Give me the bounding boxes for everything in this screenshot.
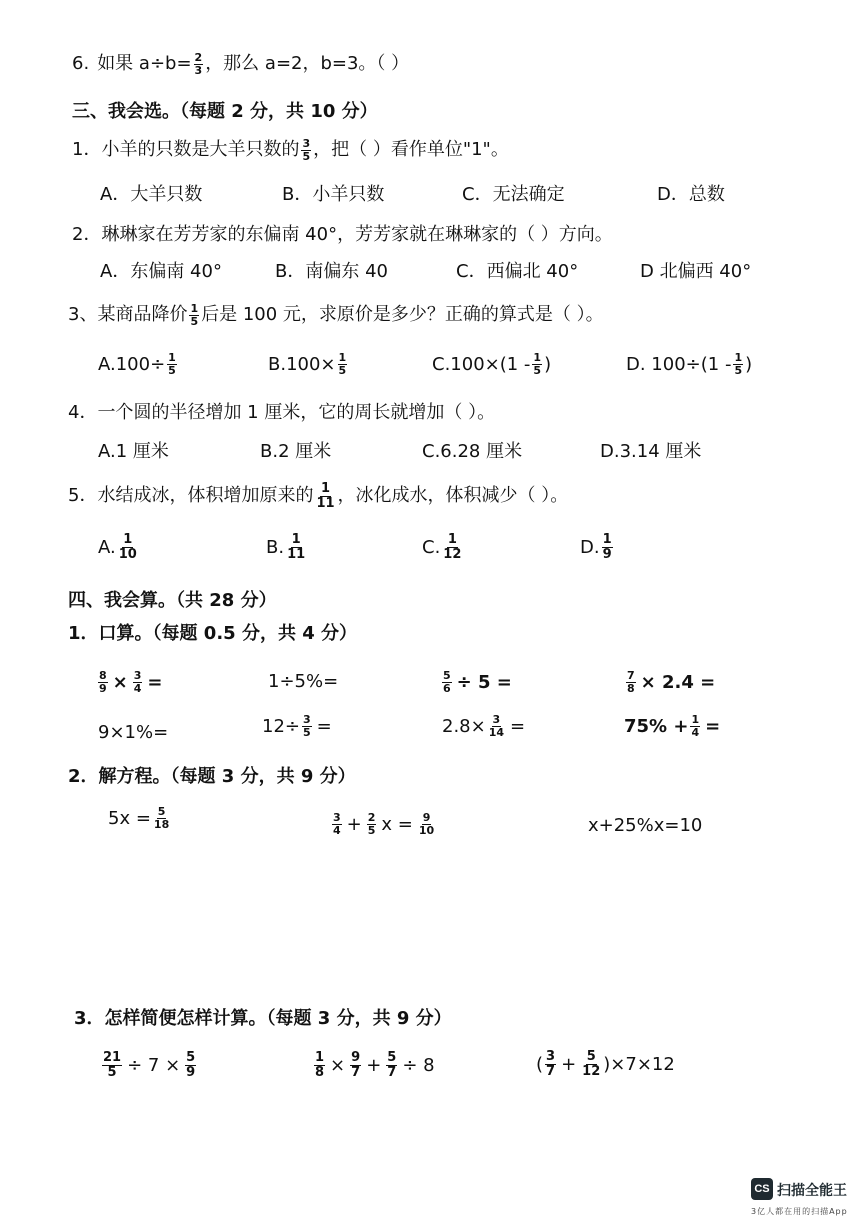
question-number: 6. <box>72 53 90 75</box>
fraction: $\frac{9}{10}$ <box>418 811 435 837</box>
question-6 <box>72 52 409 76</box>
subsection-title: 2．解方程。（每题 3 分，共 9 分） <box>68 766 356 787</box>
fraction: $\frac{1}{5}$ <box>734 351 743 377</box>
oral-calc-2: 1÷5%= <box>268 671 339 692</box>
equation-2: $\frac{3}{4}$ + $\frac{2}{5}$ x = $\frac{9}{10}$ <box>333 811 435 837</box>
fraction: $\frac{3}{7}$ <box>546 1049 556 1079</box>
logo-tagline: 3亿人都在用的扫描App <box>751 1207 848 1216</box>
fraction: $\frac{1}{5}$ <box>338 351 347 377</box>
question-text: ，把（ ）看作单位"1"。 <box>313 139 509 161</box>
question-4: 4．一个圆的半径增加 1 厘米，它的周长就增加（ ）。 <box>68 402 496 423</box>
equation-3: x+25%x=10 <box>588 815 703 836</box>
question-text: 1．小羊的只数是大羊只数的 <box>72 139 300 161</box>
question-1 <box>72 138 509 162</box>
question-text: ，那么 a=2，b=3。（ ） <box>205 53 410 75</box>
question-2: 2．琳琳家在芳芳家的东偏南 40°，芳芳家就在琳琳家的（ ）方向。 <box>72 224 613 245</box>
equation-1: 5x = $\frac{5}{18}$ <box>108 805 170 831</box>
option-b: B．小羊只数 <box>282 184 385 205</box>
fraction: $\frac{3}{14}$ <box>488 713 505 739</box>
fraction: $\frac{1}{10}$ <box>118 532 137 562</box>
fraction: $\frac{2}{3}$ <box>194 51 203 77</box>
option-b: B．南偏东 40 <box>275 261 388 282</box>
fraction: $\frac{5}{18}$ <box>153 805 170 831</box>
question-text: ，冰化成水，体积减少（ ）。 <box>337 485 569 507</box>
option-c: C．无法确定 <box>462 184 565 205</box>
subsection-title: 3．怎样简便怎样计算。（每题 3 分，共 9 分） <box>74 1008 452 1029</box>
logo-name: 扫描全能王 <box>777 1183 847 1199</box>
oral-calc-3: $\frac{5}{6}$ ÷ 5 = <box>443 669 512 695</box>
oral-calc-5: 9×1%= <box>98 722 169 743</box>
option-b: B. $\frac{1}{11}$ <box>266 532 306 562</box>
fraction: $\frac{9}{7}$ <box>351 1050 361 1080</box>
option-d: D. $\frac{1}{9}$ <box>580 532 612 562</box>
oral-calc-4: $\frac{7}{8}$ × 2.4 = <box>627 669 716 695</box>
question-text: 5．水结成冰，体积增加原来的 <box>68 485 314 507</box>
question-5 <box>68 482 568 510</box>
fraction: $\frac{1}{9}$ <box>602 532 612 562</box>
fraction: $\frac{2}{5}$ <box>367 811 376 837</box>
option-c: C.100×(1 - $\frac{1}{5}$ ) <box>432 351 552 377</box>
question-3 <box>68 303 604 327</box>
simplify-calc-1: $\frac{21}{5}$ ÷ 7 × $\frac{5}{9}$ <box>103 1050 196 1080</box>
fraction: $\frac{1}{5}$ <box>168 351 176 377</box>
option-d: D.3.14 厘米 <box>600 441 702 462</box>
option-a: A．大羊只数 <box>100 184 203 205</box>
option-c: C.6.28 厘米 <box>422 441 523 462</box>
fraction: $\frac{7}{8}$ <box>627 669 635 695</box>
fraction: $\frac{1}{11}$ <box>287 532 306 562</box>
option-a: A. $\frac{1}{10}$ <box>98 532 137 562</box>
option-a: A.1 厘米 <box>98 441 169 462</box>
fraction: $\frac{1}{5}$ <box>190 302 199 328</box>
simplify-calc-3: ( $\frac{3}{7}$ + $\frac{5}{12}$ )×7×12 <box>536 1049 675 1079</box>
option-c: C．西偏北 40° <box>456 261 579 282</box>
fraction: $\frac{5}{7}$ <box>387 1050 397 1080</box>
fraction: $\frac{3}{5}$ <box>303 713 311 739</box>
fraction: $\frac{8}{9}$ <box>99 669 107 695</box>
oral-calc-1: $\frac{8}{9}$ × $\frac{3}{4}$ = <box>99 669 163 695</box>
scanner-logo <box>751 1178 861 1222</box>
fraction: $\frac{3}{5}$ <box>302 137 311 163</box>
subsection-title: 1．口算。（每题 0.5 分，共 4 分） <box>68 623 358 644</box>
option-b: B.2 厘米 <box>260 441 332 462</box>
fraction: $\frac{21}{5}$ <box>103 1050 122 1080</box>
fraction: $\frac{3}{4}$ <box>333 811 341 837</box>
option-d: D. 100÷(1 - $\frac{1}{5}$ ) <box>626 351 753 377</box>
cs-logo-icon: CS <box>751 1178 773 1200</box>
section-title: 四、我会算。（共 28 分） <box>68 590 277 611</box>
fraction: $\frac{5}{6}$ <box>443 669 451 695</box>
option-c: C. $\frac{1}{12}$ <box>422 532 462 562</box>
option-d: D 北偏西 40° <box>640 261 752 282</box>
oral-calc-6: 12÷ $\frac{3}{5}$ = <box>262 713 332 739</box>
fraction: $\frac{1}{11}$ <box>316 481 335 511</box>
fraction: $\frac{1}{8}$ <box>315 1050 325 1080</box>
fraction: $\frac{1}{4}$ <box>691 713 700 739</box>
question-text: 后是 100 元，求原价是多少？正确的算式是（ ）。 <box>201 304 604 326</box>
fraction: $\frac{1}{5}$ <box>533 351 542 377</box>
fraction: $\frac{5}{12}$ <box>582 1049 601 1079</box>
fraction: $\frac{1}{12}$ <box>443 532 462 562</box>
section-title: 三、我会选。（每题 2 分，共 10 分） <box>72 101 378 122</box>
option-a: A.100÷ $\frac{1}{5}$ <box>98 351 176 377</box>
fraction: $\frac{5}{9}$ <box>186 1050 196 1080</box>
question-text: 如果 a÷b= <box>97 53 192 75</box>
simplify-calc-2: $\frac{1}{8}$ × $\frac{9}{7}$ + $\frac{5}{7}$ ÷ 8 <box>315 1050 435 1080</box>
option-a: A．东偏南 40° <box>100 261 222 282</box>
question-text: 3、某商品降价 <box>68 304 188 326</box>
oral-calc-8: 75% + $\frac{1}{4}$ = <box>624 713 721 739</box>
option-d: D．总数 <box>657 184 725 205</box>
oral-calc-7: 2.8× $\frac{3}{14}$ = <box>442 713 526 739</box>
fraction: $\frac{3}{4}$ <box>133 669 142 695</box>
option-b: B.100× $\frac{1}{5}$ <box>268 351 347 377</box>
